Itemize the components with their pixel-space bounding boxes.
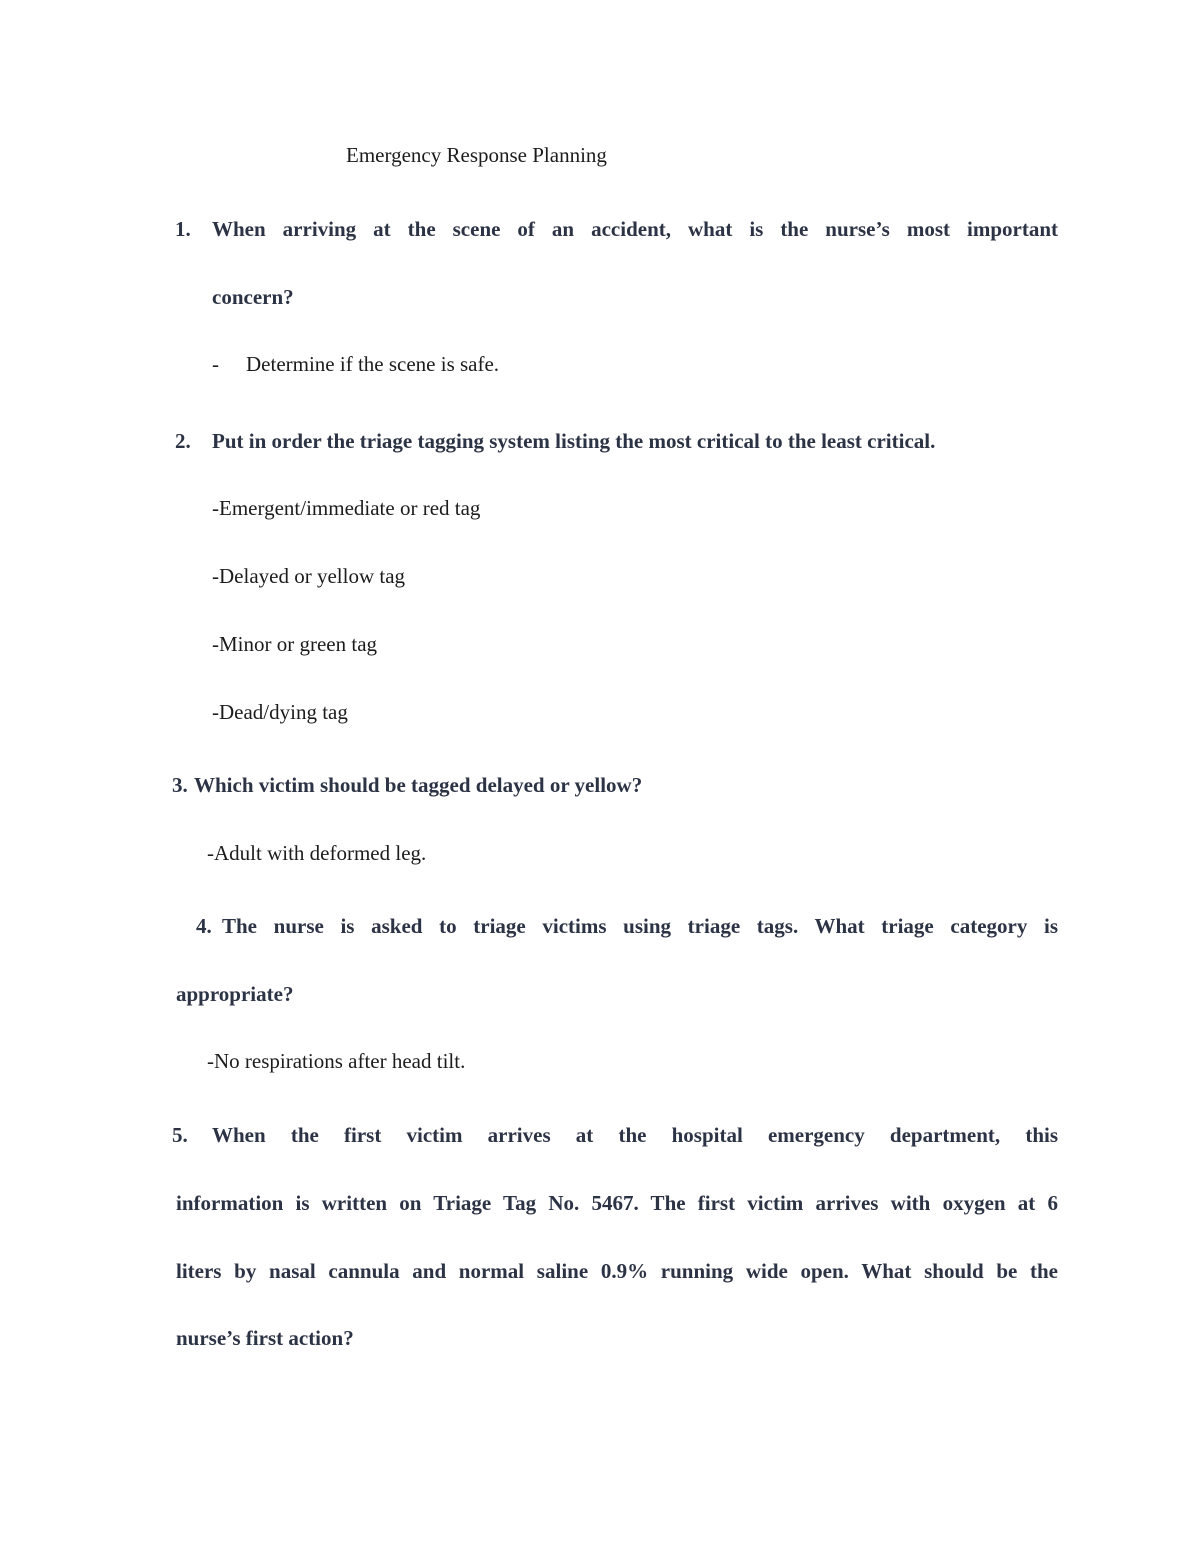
answer-2-item-2: -Delayed or yellow tag xyxy=(212,564,406,588)
question-1-number: 1. xyxy=(175,217,191,241)
question-5-line-2: information is written on Triage Tag No. 5467. The first victim arrives with oxygen at 6 xyxy=(176,1191,1058,1215)
question-2-line-1: Put in order the triage tagging system listing the most critical to the least critical. xyxy=(212,429,936,453)
question-4-line-2: appropriate? xyxy=(176,982,294,1006)
answer-3-text: -Adult with deformed leg. xyxy=(207,841,427,865)
question-5-line-1: When the first victim arrives at the hospital emergency department, this xyxy=(212,1123,1058,1147)
answer-4-text: -No respirations after head tilt. xyxy=(207,1049,466,1073)
question-3-number: 3. xyxy=(172,773,188,797)
question-3-line-1: Which victim should be tagged delayed or yellow? xyxy=(194,773,643,797)
question-2-number: 2. xyxy=(175,429,191,453)
question-4-line-1: The nurse is asked to triage victims using triage tags. What triage category is xyxy=(222,914,1058,938)
question-1-line-1: When arriving at the scene of an accident, what is the nurse’s most important xyxy=(212,217,1058,241)
answer-2-item-4: -Dead/dying tag xyxy=(212,700,348,724)
question-1-line-2: concern? xyxy=(212,285,294,309)
answer-1-marker: - xyxy=(212,352,219,376)
question-4-number: 4. xyxy=(196,914,212,938)
question-5-line-3: liters by nasal cannula and normal saline 0.9% running wide open. What should be the xyxy=(176,1259,1058,1283)
question-5-line-4: nurse’s first action? xyxy=(176,1326,354,1350)
document-title: Emergency Response Planning xyxy=(346,143,607,167)
question-5-number: 5. xyxy=(172,1123,188,1147)
answer-2-item-3: -Minor or green tag xyxy=(212,632,378,656)
answer-1-text: Determine if the scene is safe. xyxy=(246,352,500,376)
answer-2-item-1: -Emergent/immediate or red tag xyxy=(212,496,481,520)
